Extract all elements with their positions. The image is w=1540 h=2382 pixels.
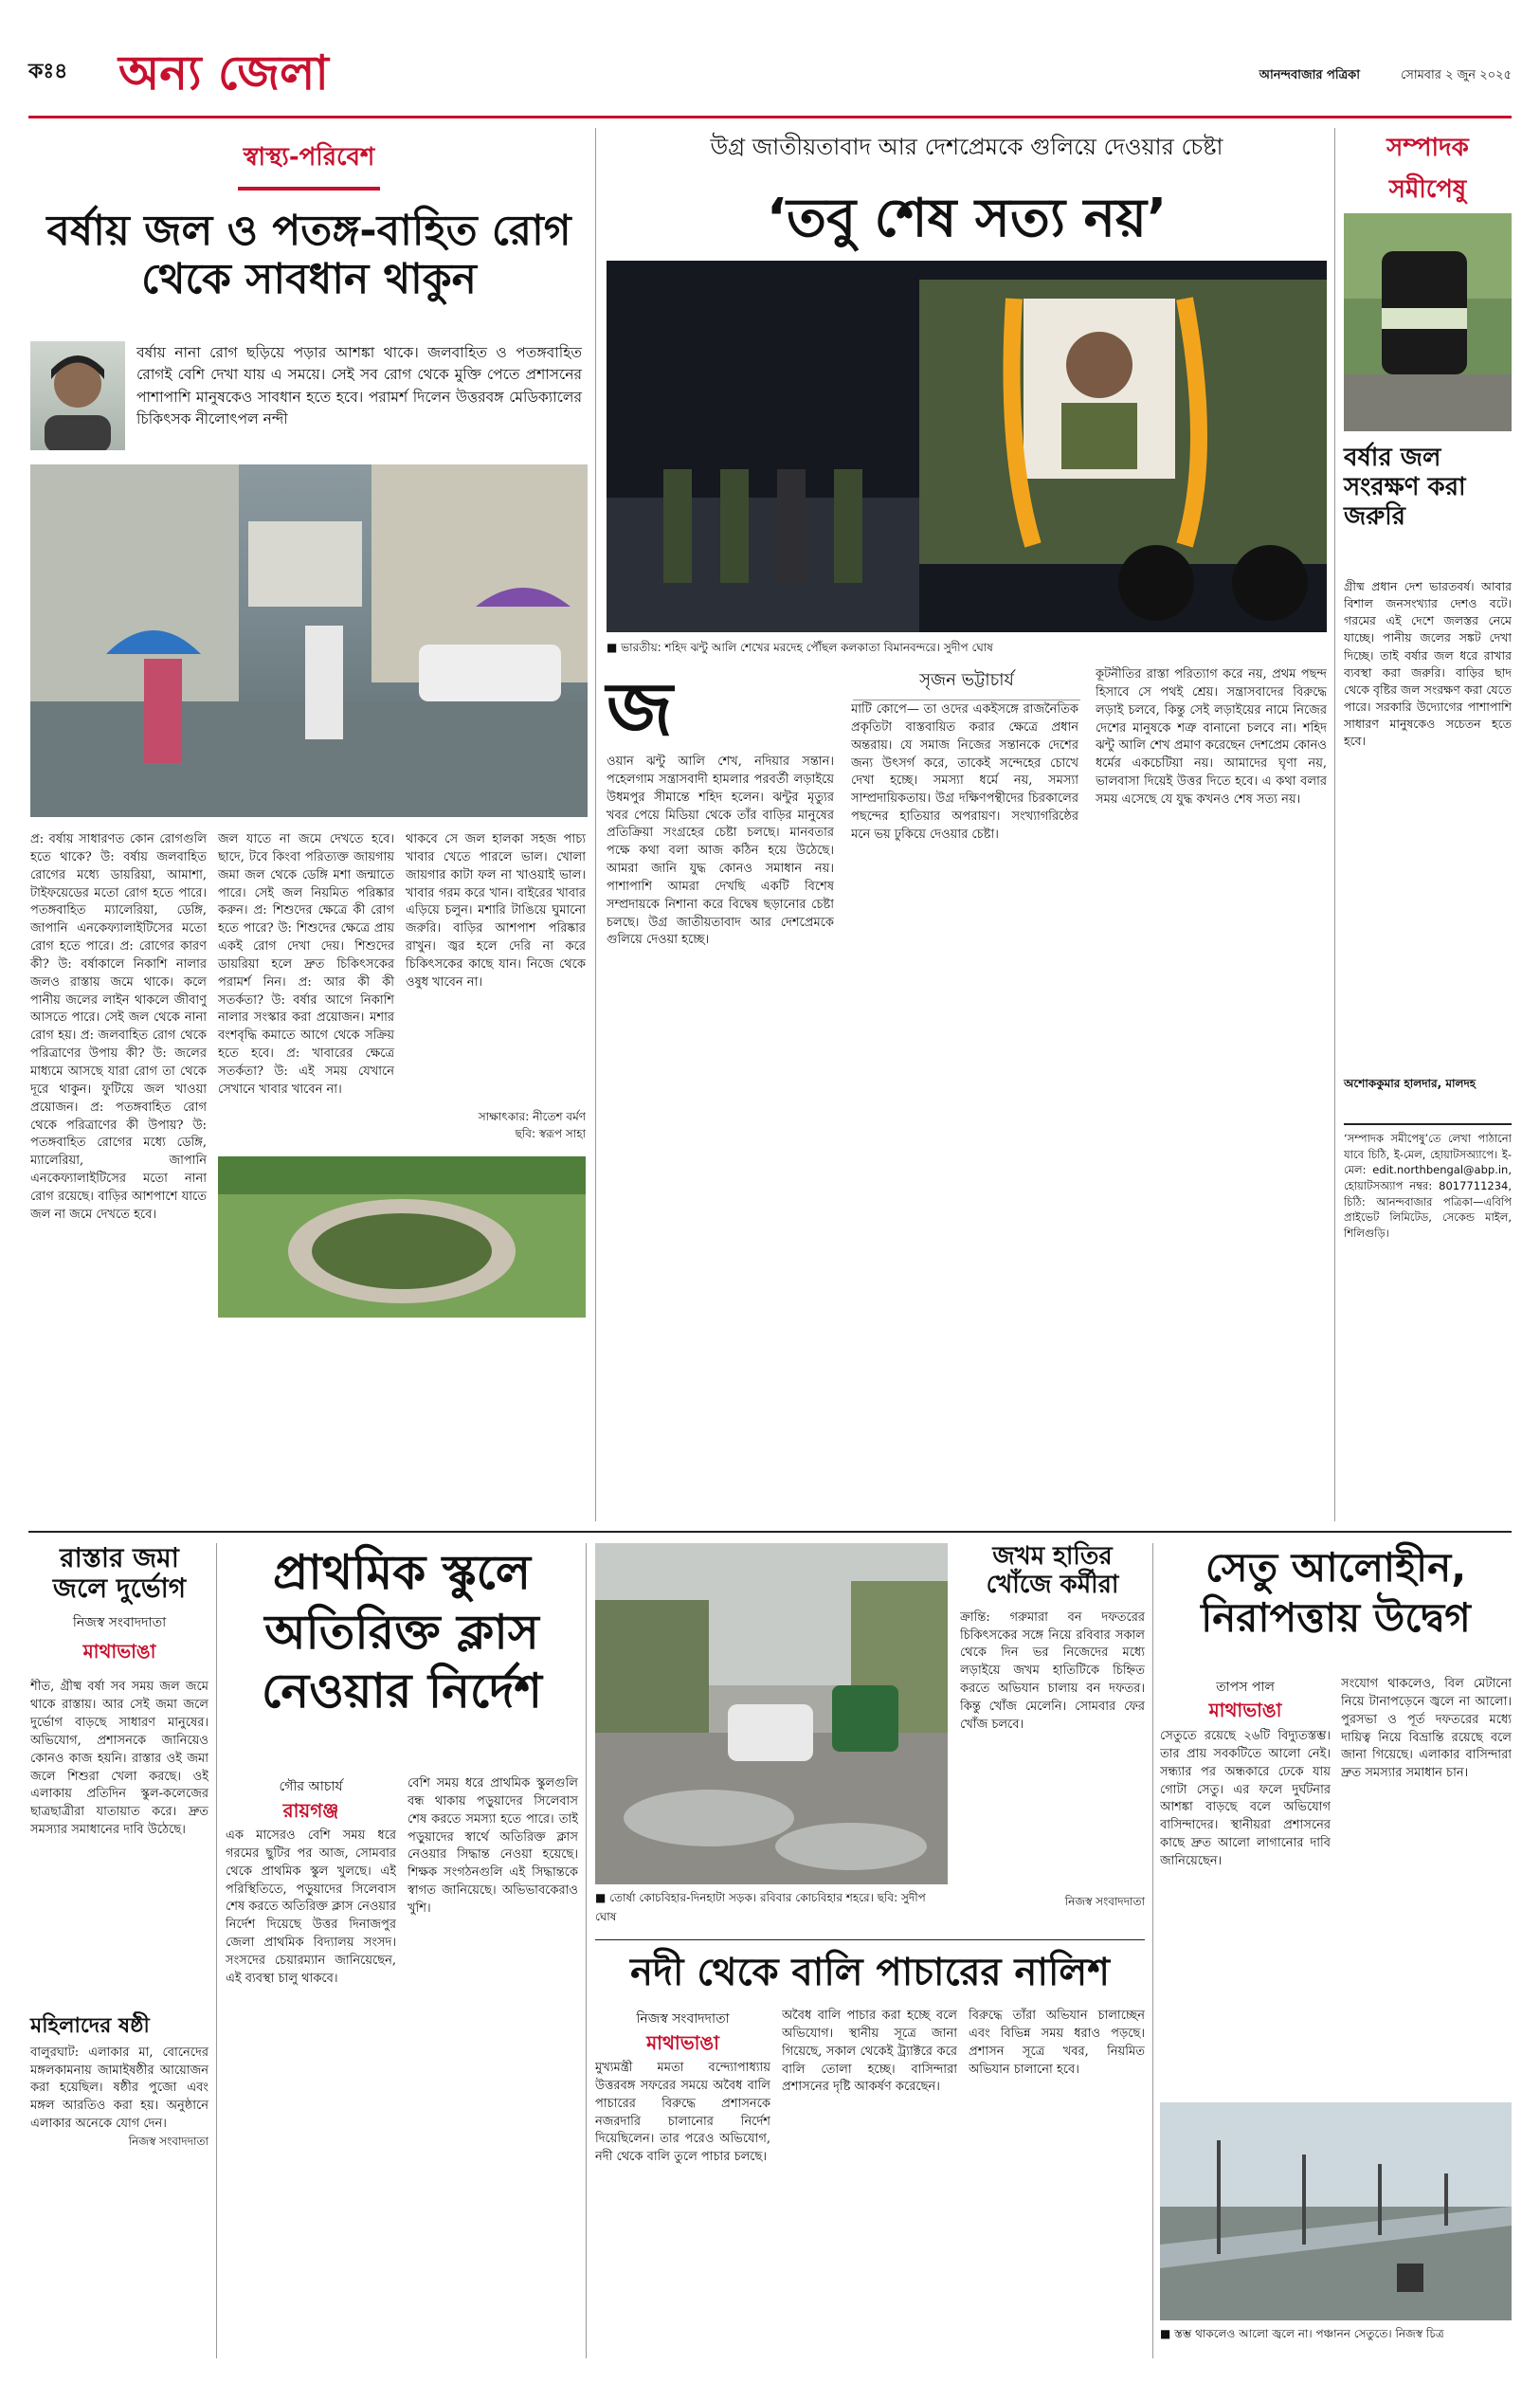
sand-rule <box>595 1939 1145 1940</box>
bridge-col-2: সংযোগ থাকলেও, বিল মেটানো নিয়ে টানাপড়েনে জ্বলে না আলো। পুরসভা ও পূর্ত দফতরের মধ্যে দায়িত্ব নিয়ে বিভ্রান্তি রয়েছে বলে জানা গিয়েছে। এলাকার বাসিন্দারা দ্রুত সমস্যার সমাধান চান। <box>1341 1677 1512 1781</box>
school-byline: গৌর আচার্য <box>279 1779 343 1794</box>
lead-col-3: কূটনীতির রাস্তা পরিত্যাগ করে নয়, প্রথম পছন্দ হিসাবে সে পথই শ্রেয়। সন্ত্রাসবাদের বিরুদ্ধে লড়াই চলবে, কিন্তু সেই লড়াইয়ের নামে নিজের দেশের মানুষকে শত্রু বানানো চলবে না। শহিদ ঝন্টু আলি শেখ প্রমাণ করেছেন দেশপ্রেম কোনও ধর্মের একচেটিয়া নয়। আমাদের ঘৃণা নয়, ভালবাসা দিয়েই উত্তর দিতে হবে। এ কথা বলার সময় এসেছে যে যুদ্ধ কখনও শেষ সত্য নয়। <box>1096 667 1327 807</box>
school-col-2: বেশি সময় ধরে প্রাথমিক স্কুলগুলি বন্ধ থাকায় পড়ুয়াদের সিলেবাস শেষ করতে সমস্যা হতে পারে। তাই পড়ুয়াদের স্বার্থে অতিরিক্ত ক্লাস নেওয়ার সিদ্ধান্ত নেওয়া হয়েছে। শিক্ষক সংগঠনগুলি এই সিদ্ধান্তকে স্বাগত জানিয়েছে। অভিভাবকেরাও খুশি। <box>408 1776 578 1916</box>
lead-section <box>607 128 1327 1521</box>
divider-right <box>1334 128 1335 1521</box>
divider-b1 <box>216 1543 217 2358</box>
road-headline: রাস্তার জমা জলে দুর্ভোগ <box>52 1542 187 1605</box>
letters-footer: ‘সম্পাদক সমীপেষু’তে লেখা পাঠানো যাবে চিঠি, ই-মেল, হোয়াটসঅ্যাপে। ই-মেল: edit.northbengal@abp.in, হোয়াটসঅ্যাপ নম্বর: 8017711234, চিঠি: আনন্দবাজার পত্রিকা—এবিপি প্রাইভেট লিমিটেড, সেকেন্ড মাইল, শিলিগুড়ি। <box>1344 1123 1512 1242</box>
elephant-credit: নিজস্ব সংবাদদাতা <box>1064 1894 1145 1908</box>
sand-byline: নিজস্ব সংবাদদাতা <box>636 2011 730 2027</box>
photo-credit: ছবি: স্বরূপ সাহা <box>515 1127 586 1140</box>
letter-headline: বর্ষার জল সংরক্ষণ করা জরুরি <box>1344 444 1466 532</box>
letters-section <box>1344 128 1512 1521</box>
letters-title-2: সমীপেষু <box>1388 175 1467 204</box>
lead-col-1: ওয়ান ঝন্টু আলি শেখ, নদিয়ার সন্তান। পহেলগাম সন্ত্রাসবাদী হামলার পরবর্তী লড়াইয়ে উধমপুর সীমান্তে শহিদ হলেন। ঝন্টুর মৃত্যুর খবর পেয়ে মিডিয়া থেকে তাঁর বাড়ির মানুষের প্রতিক্রিয়া সংগ্রহের চেষ্টা চলছে। মানবতার পক্ষে কথা বলা আজ কঠিন হয়ে উঠেছে। আমরা জানি যুদ্ধ কোনও সমাধান নয়। পাশাপাশি আমরা দেখছি একটি বিশেষ সম্প্রদায়কে নিশানা করে বিদ্বেষ ছড়ানোর চেষ্টা চলছে। উগ্র জাতীয়তাবাদ আর দেশপ্রেমকে গুলিয়ে দেওয়া হচ্ছে। <box>607 755 834 948</box>
rain-street-photo <box>30 464 588 817</box>
elephant-body: ক্রান্তি: গরুমারা বন দফতরের চিকিৎসকের সঙ্গে নিয়ে রবিবার সকাল থেকে দিন ভর নিজেদের মধ্যে লড়াইয়ে জখম হাতিটিকে চিহ্নিত করতে অভিযান চালায় বন দফতর। কিন্তু খোঁজ মেলেনি। সোমবার ফের খোঁজ চলবে। <box>960 1609 1145 1732</box>
kicker-underline <box>238 187 380 191</box>
elephant-headline: জখম হাতির খোঁজে কর্মীরা <box>986 1542 1119 1599</box>
health-headline: বর্ষায় জল ও পতঙ্গ-বাহিত রোগ থেকে সাবধান থাকুন <box>46 207 571 303</box>
road-section <box>30 1543 208 2358</box>
bridge-byline: তাপস পাল <box>1216 1680 1275 1695</box>
sand-place: মাথাভাঙা <box>646 2031 719 2054</box>
waterlogged-road-photo <box>595 1543 948 1884</box>
road-place: মাথাভাঙা <box>82 1640 156 1664</box>
bridge-section <box>1160 1543 1512 2358</box>
lead-dropcap: জ <box>607 667 673 753</box>
lead-kicker: উগ্র জাতীয়তাবাদ আর দেশপ্রেমকে গুলিয়ে দেওয়ার চেষ্টা <box>710 134 1223 160</box>
divider-b2 <box>586 1543 587 2358</box>
health-section <box>30 128 588 1521</box>
section-rule-bottom <box>28 1531 1512 1533</box>
school-headline: প্রাথমিক স্কুলে অতিরিক্ত ক্লাস নেওয়ার নির্দেশ <box>262 1545 542 1718</box>
bridge-place: মাথাভাঙা <box>1208 1699 1282 1721</box>
sand-col-2: অবৈধ বালি পাচার করা হচ্ছে বলে অভিযোগ। স্থানীয় সূত্রে জানা গিয়েছে, সকাল থেকেই ট্র্যাক্টরে করে বালি তোলা হচ্ছে। বাসিন্দারা প্রশাসনের দৃষ্টি আকর্ষণ করেছেন। <box>782 2009 957 2095</box>
road-byline: নিজস্ব সংবাদদাতা <box>72 1615 167 1631</box>
bridge-headline: সেতু আলোহীন, নিরাপত্তায় উদ্বেগ <box>1201 1544 1471 1641</box>
health-kicker: স্বাস্থ্য-পরিবেশ <box>243 143 375 172</box>
divider-b3 <box>1152 1543 1153 2358</box>
lead-photo-caption: ■ ভারতীয়: শহিদ ঝন্টু আলি শেখের মরদেহ পৌঁছল কলকাতা বিমানবন্দরে। সুদীপ ঘোষ <box>607 641 993 654</box>
lead-headline: ‘তবু শেষ সত্য নয়’ <box>766 188 1168 249</box>
page-number: কঃ৪ <box>28 60 68 83</box>
health-col-3: থাকবে সে জল হালকা সহজ পাচ্য খাবার খেতে পারলে ভাল। খোলা জায়গার কাটা ফল না খাওয়াই ভাল। খাবার গরম করে খান। বাইরের খাবার এড়িয়ে চলুন। মশারি টাঙিয়ে ঘুমানো জরুরি। বাড়ির আশপাশ পরিষ্কার রাখুন। জ্বর হলে দেরি না করে চিকিৎসকের কাছে যান। নিজে থেকে ওষুধ খাবেন না। <box>406 832 586 990</box>
issue-date: সোমবার ২ জুন ২০২৫ <box>1400 68 1512 82</box>
water-tank-photo <box>1344 213 1512 431</box>
health-intro: বর্ষায় নানা রোগ ছড়িয়ে পড়ার আশঙ্কা থাকে। জলবাহিত ও পতঙ্গবাহিত রোগই বেশি দেখা যায় এ সময়ে। সেই সব রোগ থেকে মুক্তি পেতে প্রশাসনের পাশাপাশি মানুষকেও সাবধান হতে হবে। পরামর্শ দিলেন উত্তরবঙ্গ মেডিক্যালের চিকিৎসক নীলোৎপল নন্দী <box>136 344 582 427</box>
sand-col-1: মুখ্যমন্ত্রী মমতা বন্দ্যোপাধ্যায় উত্তরবঙ্গ সফরের সময়ে অবৈধ বালি পাচারের বিরুদ্ধে প্রশাসনকে নজরদারি চালানোর নির্দেশ দিয়েছিলেন। তার পরেও অভিযোগ, নদী থেকে বালি তুলে পাচার চলছে। <box>595 2061 770 2165</box>
school-col-1: এক মাসেরও বেশি সময় ধরে গরমের ছুটির পর আজ, সোমবার থেকে প্রাথমিক স্কুল খুলছে। এই পরিস্থিতিতে, পড়ুয়াদের সিলেবাস শেষ করতে অতিরিক্ত ক্লাস নেওয়ার নির্দেশ দিয়েছে উত্তর দিনাজপুর জেলা প্রাথমিক বিদ্যালয় সংসদ। সংসদের চেয়ারম্যান জানিয়েছেন, এই ব্যবস্থা চালু থাকবে। <box>226 1828 396 1986</box>
interviewer-credit: সাক্ষাৎকার: নীতেশ বর্মণ <box>478 1110 586 1123</box>
divider-left <box>595 128 596 1521</box>
women-body: বালুরঘাট: এলাকার মা, বোনেদের মঙ্গলকামনায় জামাইষষ্ঠীর আয়োজন করা হয়েছিল। ষষ্ঠীর পুজো এবং মঙ্গল আরতিও করা হয়। অনুষ্ঠানে এলাকার অনেকে যোগ দেন। <box>30 2045 208 2132</box>
doctor-photo <box>30 341 125 450</box>
road-body: শীত, গ্রীষ্ম বর্ষা সব সময় জল জমে থাকে রাস্তায়। আর সেই জমা জলে দুর্ভোগ বাড়ছে সাধারণ মানুষের। অভিযোগ, প্রশাসনকে জানিয়েও কোনও কাজ হয়নি। রাস্তার ওই জমা জলে শিশুরা খেলা করছে। ওই এলাকায় প্রতিদিন স্কুল-কলেজের ছাত্রছাত্রীরা যাতায়াত করে। দ্রুত সমস্যার সমাধানের দাবি উঠেছে। <box>30 1680 208 1838</box>
lead-author: সৃজন ভট্টাচার্য <box>853 666 1080 700</box>
letter-body: গ্রীষ্ম প্রধান দেশ ভারতবর্ষ। আবার বিশাল জনসংখ্যার দেশও বটে। গরমের এই দেশে জলস্তর নেমে যাচ্ছে। পানীয় জলের সঙ্কট দেখা দিচ্ছে। তাই বর্ষার জল ধরে রাখার ব্যবস্থা করা জরুরি। বাড়ির ছাদ থেকে বৃষ্টির জল সংরক্ষণ করা যেতে পারে। সরকারি উদ্যোগের পাশাপাশি সাধারণ মানুষকেও সচেতন হতে হবে। <box>1344 579 1512 749</box>
elephant-section <box>960 1543 1145 1932</box>
letter-signature: অশোককুমার হালদার, মালদহ <box>1344 1077 1477 1090</box>
centre-bottom <box>595 1543 1145 2358</box>
coffin-convoy-photo <box>607 261 1327 632</box>
bridge-photo <box>1160 2102 1512 2320</box>
fountain-photo <box>218 1156 586 1318</box>
paper-name: আনন্দবাজার পত্রিকা <box>1259 68 1360 82</box>
section-title: অন্য জেলা <box>118 45 329 100</box>
masthead-rule <box>28 116 1512 118</box>
letters-title-1: সম্পাদক <box>1386 134 1469 162</box>
road-photo-caption: ■ তোর্ষা কোচবিহার-দিনহাটা সড়ক। রবিবার কোচবিহার শহরে। ছবি: সুদীপ ঘোষ <box>595 1891 926 1923</box>
sand-headline: নদী থেকে বালি পাচারের নালিশ <box>630 1951 1110 1994</box>
bridge-photo-caption: ■ স্তম্ভ থাকলেও আলো জ্বলে না। পঞ্চানন সেতুতে। নিজস্ব চিত্র <box>1160 2327 1444 2340</box>
sand-col-3: বিরুদ্ধে তাঁরা অভিযান চালাচ্ছেন এবং বিভিন্ন সময় ধরাও পড়ছে। প্রশাসন সূত্রে খবর, নিয়মিত অভিযান চালানো হবে। <box>969 2009 1145 2077</box>
school-section <box>226 1543 578 2358</box>
lead-col-2: মাটি কোপে— তা ওদের একইসঙ্গে রাজনৈতিক প্রকৃতিটা বাস্তবায়িত করার ক্ষেত্রে প্রধান অন্তরায়। যে সমাজ নিজের সন্তানকে দেশের জন্য উৎসর্গ করে, তাকেই সন্দেহের চোখে দেখা হচ্ছে। সমস্যা ধর্মে নয়, সমস্যা সাম্প্রদায়িকতায়। উগ্র দক্ষিণপন্থীদের চিরকালের পছন্দের হাতিয়ার অপরায়ণ। সংখ্যাগরিষ্ঠের মনে ভয় ঢুকিয়ে দেওয়ার চেষ্টা। <box>851 702 1078 842</box>
women-credit: নিজস্ব সংবাদদাতা <box>128 2134 208 2148</box>
health-col-2: জল যাতে না জমে দেখতে হবে। ছাদে, টবে কিংবা পরিত্যক্ত জায়গায় জমা জল থেকে ডেঙ্গি মশা জন্মাতে পারে। সেই জল নিয়মিত পরিষ্কার করুন। প্র: শিশুদের ক্ষেত্রে কী রোগ হতে পারে? উ: শিশুদের ক্ষেত্রে প্রায় একই রোগ দেখা দেয়। শিশুদের ডায়রিয়া হলে দ্রুত চিকিৎসকের পরামর্শ নিন। প্র: আর কী কী সতর্কতা? উ: বর্ষার আগে নিকাশি নালার সংস্কার করা প্রয়োজন। মশার বংশবৃদ্ধি কমাতে আগে থেকে সক্রিয় হতে হবে। প্র: খাবারের ক্ষেত্রে সতর্কতা? উ: এই সময় যেখানে সেখানে খাবার খাবেন না। <box>218 832 394 1097</box>
school-place: রায়গঞ্জ <box>282 1799 339 1822</box>
women-headline: মহিলাদের ষষ্ঠী <box>30 2014 150 2039</box>
masthead <box>28 38 1512 112</box>
bridge-col-1: সেতুতে রয়েছে ২৬টি বিদ্যুতস্তম্ভ। তার প্রায় সবকটিতে আলো নেই। সন্ধ্যার পর অন্ধকারে ঢেকে যায় গোটা সেতু। এর ফলে দুর্ঘটনার আশঙ্কা বাড়ছে বলে অভিযোগ বাসিন্দাদের। স্থানীয়রা প্রশাসনের কাছে দ্রুত আলো লাগানোর দাবি জানিয়েছেন। <box>1160 1729 1331 1868</box>
health-col-1: প্র: বর্ষায় সাধারণত কোন রোগগুলি হতে থাকে? উ: বর্ষায় জলবাহিত রোগের মধ্যে ডায়রিয়া, আমাশা, টাইফয়েডের মতো রোগ হতে পারে। পতঙ্গবাহিত ম্যালেরিয়া, ডেঙ্গি, জাপানি এনকেফ্যালাইটিসের মতো রোগ হতে পারে। প্র: রোগের কারণ কী? উ: বর্ষাকালে নিকাশি নালার জলও রাস্তায় জমে থাকে। কলে পানীয় জলের লাইন থাকলে জীবাণু আসতে পারে। সেই জল থেকে নানা রোগ হয়। প্র: জলবাহিত রোগ থেকে পরিত্রাণের উপায় কী? উ: জলের মাধ্যমে আসছে যারা রোগ তা থেকে দূরে থাকুন। ফুটিয়ে জল খাওয়া প্রয়োজন। প্র: পতঙ্গবাহিত রোগ থেকে পরিত্রাণের কী উপায়? উ: পতঙ্গবাহিত রোগের মধ্যে ডেঙ্গি, ম্যালেরিয়া, জাপানি এনকেফ্যালাইটিসের মতো নানা রোগ রয়েছে। বাড়ির আশপাশে যাতে জল না জমে দেখতে হবে। <box>30 832 207 1222</box>
